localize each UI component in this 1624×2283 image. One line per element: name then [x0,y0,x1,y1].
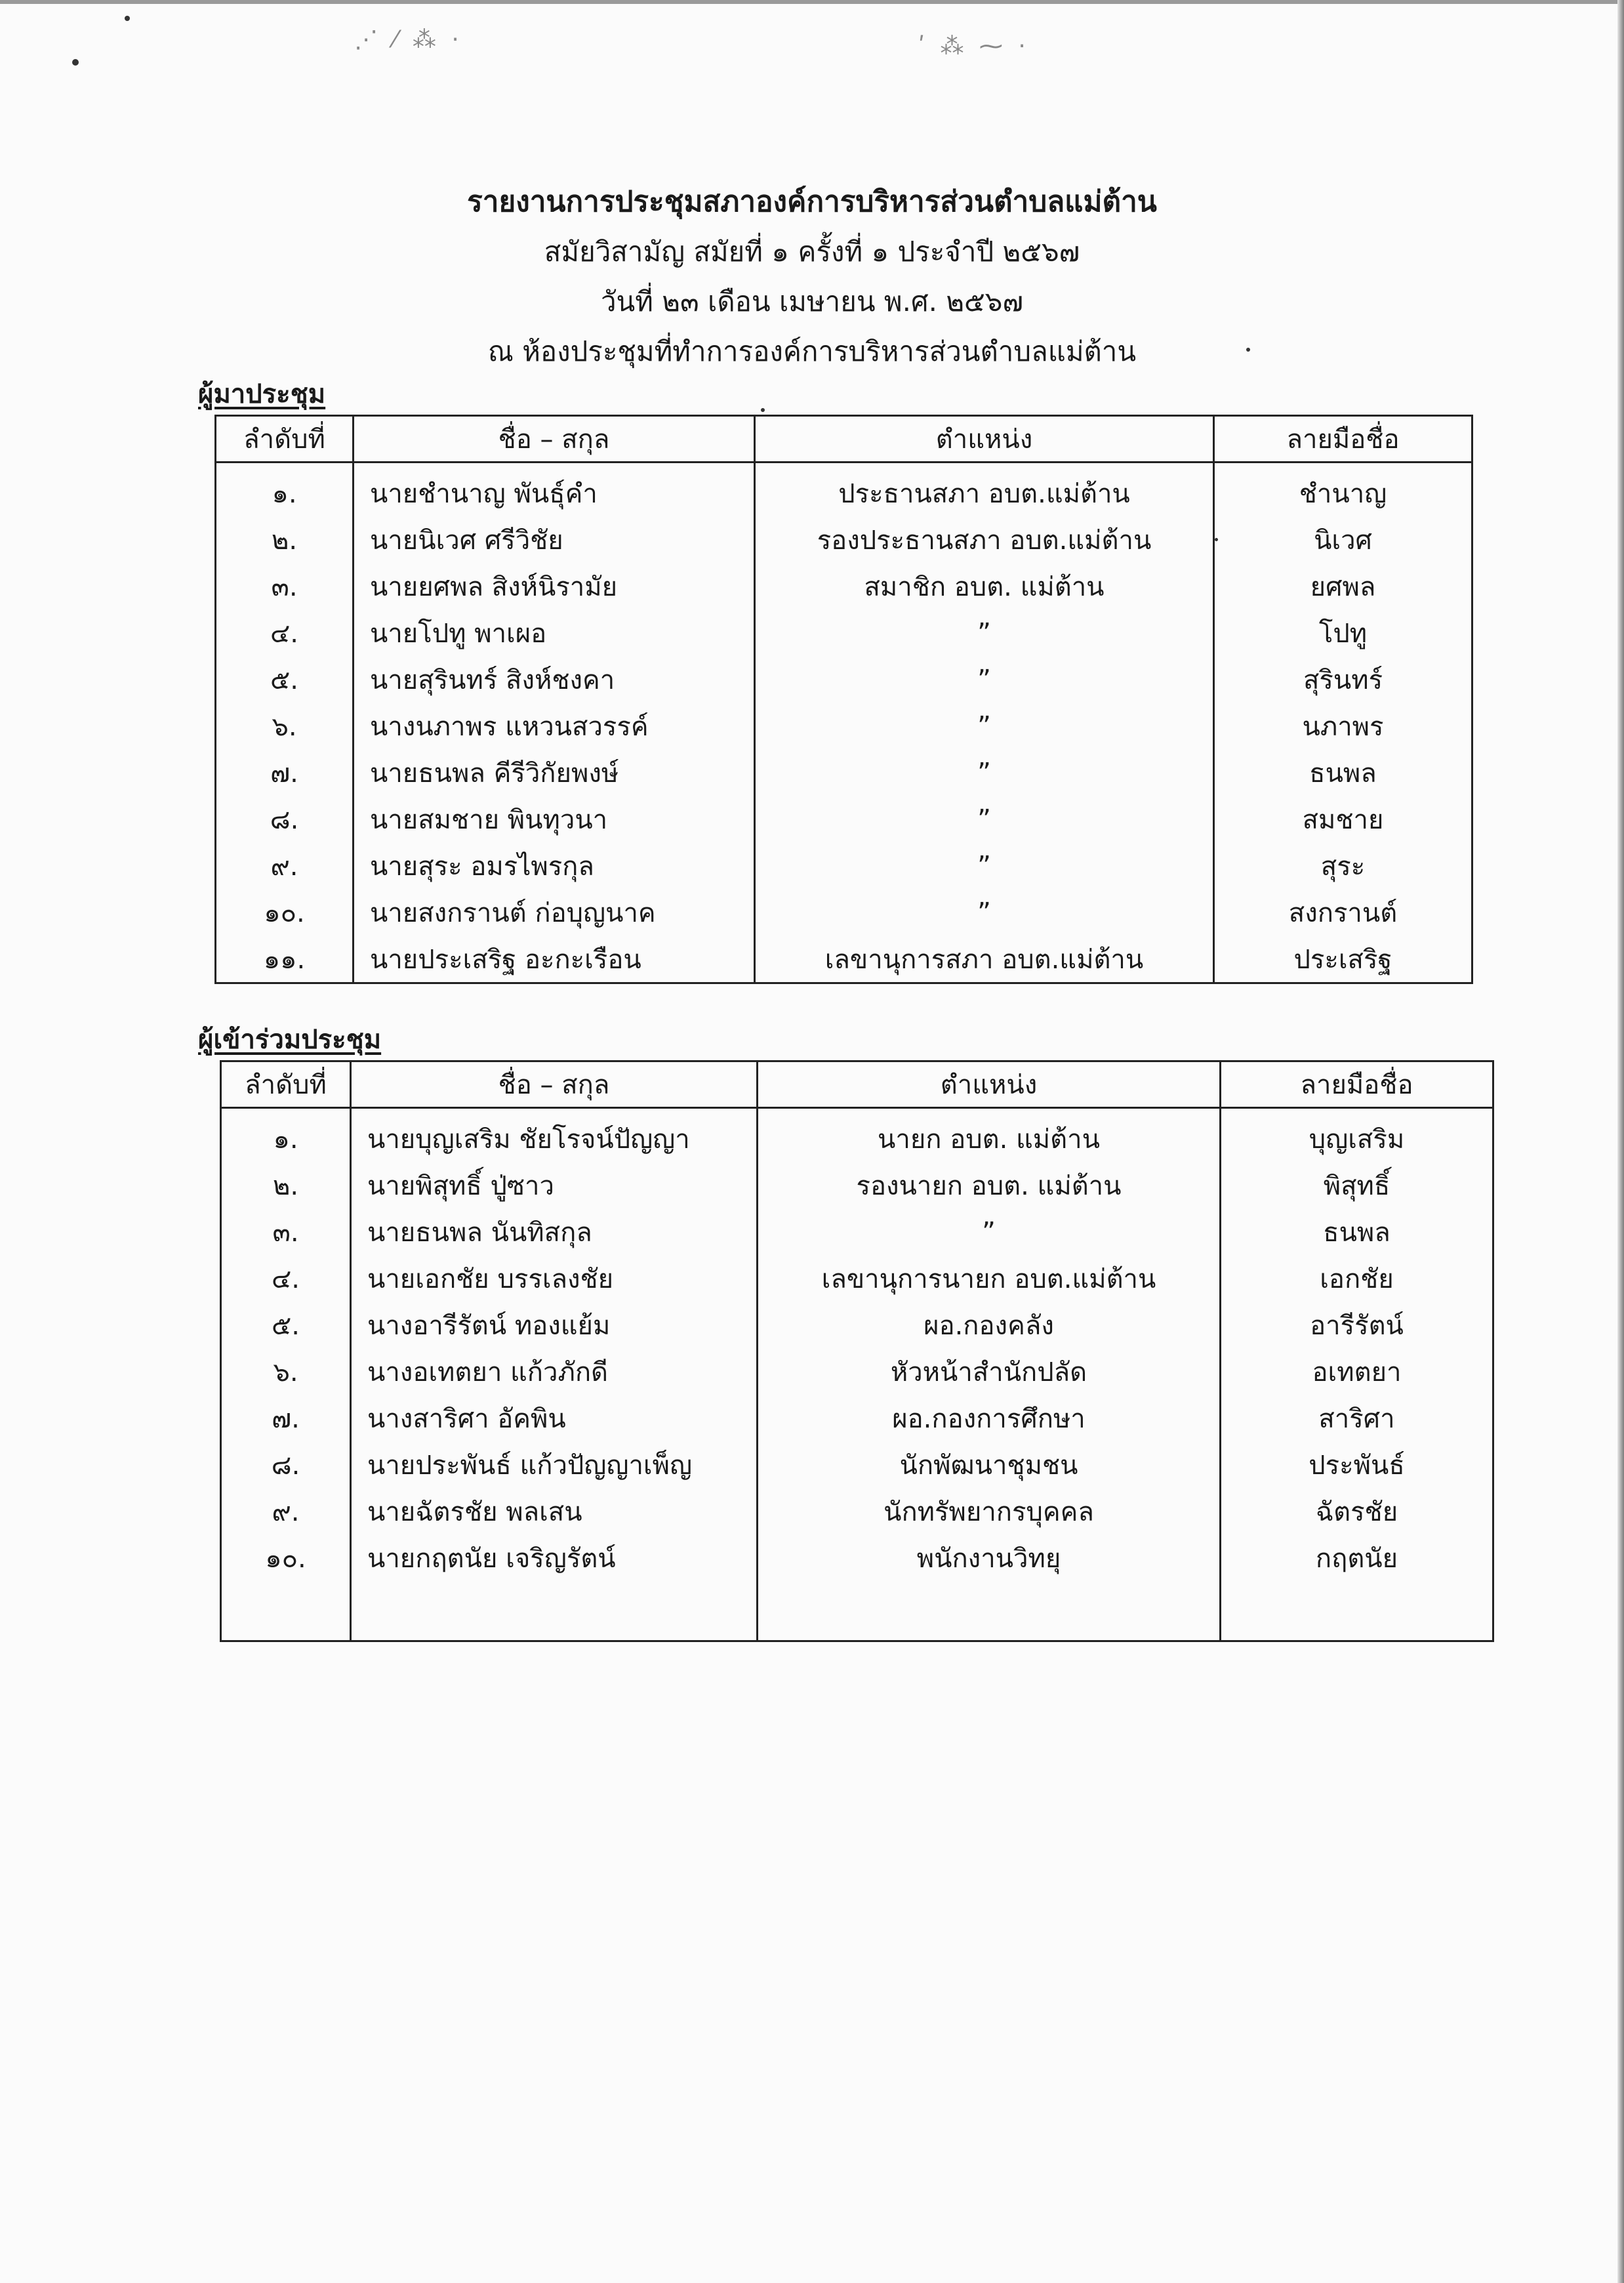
member-signature: สุระ [1214,842,1472,889]
member-position: ประธานสภา อบต.แม่ต้าน [755,463,1214,517]
member-name: นายสมชาย พินทุวนา [354,796,755,842]
participant-signature: ประพันธ์ [1221,1441,1493,1488]
row-number: ๖. [221,1348,351,1395]
participant-name: นายฉัตรชัย พลเสน [351,1488,758,1534]
attendees-table [214,415,1473,984]
participant-signature: อารีรัตน์ [1221,1302,1493,1348]
table-row-empty [221,1581,1493,1641]
member-signature: ประเสริฐ [1214,936,1472,983]
row-number: ๑. [216,463,354,517]
bleed-through-mark: ʹ ⁂ ⁓ · [918,33,1030,60]
document-title: รายงานการประชุมสภาองค์การบริหารส่วนตำบลแม่ต้าน [467,185,1157,218]
member-position: ” [755,656,1214,703]
member-position: ” [755,749,1214,796]
row-number: ๖. [216,703,354,749]
table-row [216,516,1472,563]
column-header-name: ชื่อ – สกุล [354,416,755,463]
empty-cell [758,1581,1221,1641]
table-row [216,749,1472,796]
row-number: ๒. [216,516,354,563]
table-row [216,889,1472,936]
date-line: วันที่ ๒๓ เดือน เมษายน พ.ศ. ๒๕๖๗ [600,285,1024,318]
row-number: ๑๐. [216,889,354,936]
participant-position: รองนายก อบต. แม่ต้าน [758,1162,1221,1208]
member-signature: ชำนาญ [1214,463,1472,517]
participant-name: นายบุญเสริม ชัยโรจน์ปัญญา [351,1108,758,1162]
row-number: ๙. [221,1488,351,1534]
empty-cell [351,1581,758,1641]
table-row [216,563,1472,609]
participant-name: นายธนพล นันทิสกุล [351,1208,758,1255]
member-name: นายโปทู พาเผอ [354,609,755,656]
row-number: ๑๑. [216,936,354,983]
member-name: นายนิเวศ ศรีวิชัย [354,516,755,563]
table-row [216,936,1472,983]
row-number: ๕. [221,1302,351,1348]
member-name: นายสุรินทร์ สิงห์ชงคา [354,656,755,703]
participant-position: นายก อบต. แม่ต้าน [758,1108,1221,1162]
member-position: รองประธานสภา อบต.แม่ต้าน [755,516,1214,563]
table-row [221,1108,1493,1162]
scan-speck [72,59,79,66]
table-row [221,1208,1493,1255]
bleed-through-mark: ⋰ ⁄ ⁂ · [354,26,463,53]
member-signature: สงกรานต์ [1214,889,1472,936]
table-row [216,463,1472,517]
participant-name: นายประพันธ์ แก้วปัญญาเพ็ญ [351,1441,758,1488]
table-header-row [216,416,1472,463]
empty-cell [1221,1581,1493,1641]
participant-signature: ฉัตรชัย [1221,1488,1493,1534]
participant-signature: เอกชัย [1221,1255,1493,1302]
row-number: ๑. [221,1108,351,1162]
table-row [221,1162,1493,1208]
member-signature: นิเวศ [1214,516,1472,563]
row-number: ๗. [221,1395,351,1441]
member-position: ” [755,796,1214,842]
participant-name: นายกฤตนัย เจริญรัตน์ [351,1534,758,1581]
row-number: ๕. [216,656,354,703]
member-signature: นภาพร [1214,703,1472,749]
member-position: ” [755,609,1214,656]
member-name: นายประเสริฐ อะกะเรือน [354,936,755,983]
table-row [221,1348,1493,1395]
participant-signature: พิสุทธิ์ [1221,1162,1493,1208]
column-header-no: ลำดับที่ [216,416,354,463]
row-number: ๘. [216,796,354,842]
participant-name: นายเอกชัย บรรเลงชัย [351,1255,758,1302]
row-number: ๓. [216,563,354,609]
participant-name: นายพิสุทธิ์ ปู่ซาว [351,1162,758,1208]
participant-position: ผอ.กองคลัง [758,1302,1221,1348]
scan-speck [125,16,130,21]
location-line: ณ ห้องประชุมที่ทำการองค์การบริหารส่วนตำบลแม่ต้าน [487,335,1137,367]
row-number: ๓. [221,1208,351,1255]
participant-signature: ธนพล [1221,1208,1493,1255]
table-row [221,1302,1493,1348]
table-row [221,1534,1493,1581]
participant-position: นักทรัพยากรบุคคล [758,1488,1221,1534]
document-header [0,177,1624,377]
participant-name: นางอารีรัตน์ ทองแย้ม [351,1302,758,1348]
table-row [216,796,1472,842]
row-number: ๔. [216,609,354,656]
member-signature: ธนพล [1214,749,1472,796]
table-row [221,1488,1493,1534]
participant-signature: อเทตยา [1221,1348,1493,1395]
participant-signature: กฤตนัย [1221,1534,1493,1581]
participant-position: ผอ.กองการศึกษา [758,1395,1221,1441]
member-name: นางนภาพร แหวนสวรรค์ [354,703,755,749]
member-signature: ยศพล [1214,563,1472,609]
table-row [216,842,1472,889]
row-number: ๗. [216,749,354,796]
row-number: ๙. [216,842,354,889]
row-number: ๑๐. [221,1534,351,1581]
table-row [221,1441,1493,1488]
participant-name: นางสาริศา อัคพิน [351,1395,758,1441]
member-signature: สมชาย [1214,796,1472,842]
row-number: ๒. [221,1162,351,1208]
table-row [216,656,1472,703]
participants-label: ผู้เข้าร่วมประชุม [198,1025,382,1055]
member-name: นายสงกรานต์ ก่อบุญนาค [354,889,755,936]
member-signature: โปทู [1214,609,1472,656]
participant-position: ” [758,1208,1221,1255]
member-position: ” [755,703,1214,749]
member-name: นายธนพล คีรีวิกัยพงษ์ [354,749,755,796]
member-position: สมาชิก อบต. แม่ต้าน [755,563,1214,609]
participant-position: นักพัฒนาชุมชน [758,1441,1221,1488]
member-name: นายสุระ อมรไพรกุล [354,842,755,889]
column-header-signature: ลายมือชื่อ [1221,1061,1493,1108]
participant-position: พนักงานวิทยุ [758,1534,1221,1581]
column-header-position: ตำแหน่ง [755,416,1214,463]
table-row [216,703,1472,749]
participants-table [220,1060,1494,1642]
scan-edge-top [0,0,1624,4]
member-signature: สุรินทร์ [1214,656,1472,703]
empty-cell [221,1581,351,1641]
attendees-label: ผู้มาประชุม [198,379,326,409]
table-row [221,1395,1493,1441]
row-number: ๘. [221,1441,351,1488]
participant-signature: บุญเสริม [1221,1108,1493,1162]
member-position: ” [755,842,1214,889]
member-name: นายยศพล สิงห์นิรามัย [354,563,755,609]
table-header-row [221,1061,1493,1108]
participant-name: นางอเทตยา แก้วภักดี [351,1348,758,1395]
session-line: สมัยวิสามัญ สมัยที่ ๑ ครั้งที่ ๑ ประจำปี ๒๕๖๗ [544,236,1080,268]
column-header-no: ลำดับที่ [221,1061,351,1108]
table-row [221,1255,1493,1302]
column-header-position: ตำแหน่ง [758,1061,1221,1108]
column-header-name: ชื่อ – สกุล [351,1061,758,1108]
scan-speck [761,408,765,412]
column-header-signature: ลายมือชื่อ [1214,416,1472,463]
table-row [216,609,1472,656]
member-position: เลขานุการสภา อบต.แม่ต้าน [755,936,1214,983]
member-name: นายชำนาญ พันธุ์คำ [354,463,755,517]
participant-signature: สาริศา [1221,1395,1493,1441]
participant-position: เลขานุการนายก อบต.แม่ต้าน [758,1255,1221,1302]
member-position: ” [755,889,1214,936]
row-number: ๔. [221,1255,351,1302]
participant-position: หัวหน้าสำนักปลัด [758,1348,1221,1395]
